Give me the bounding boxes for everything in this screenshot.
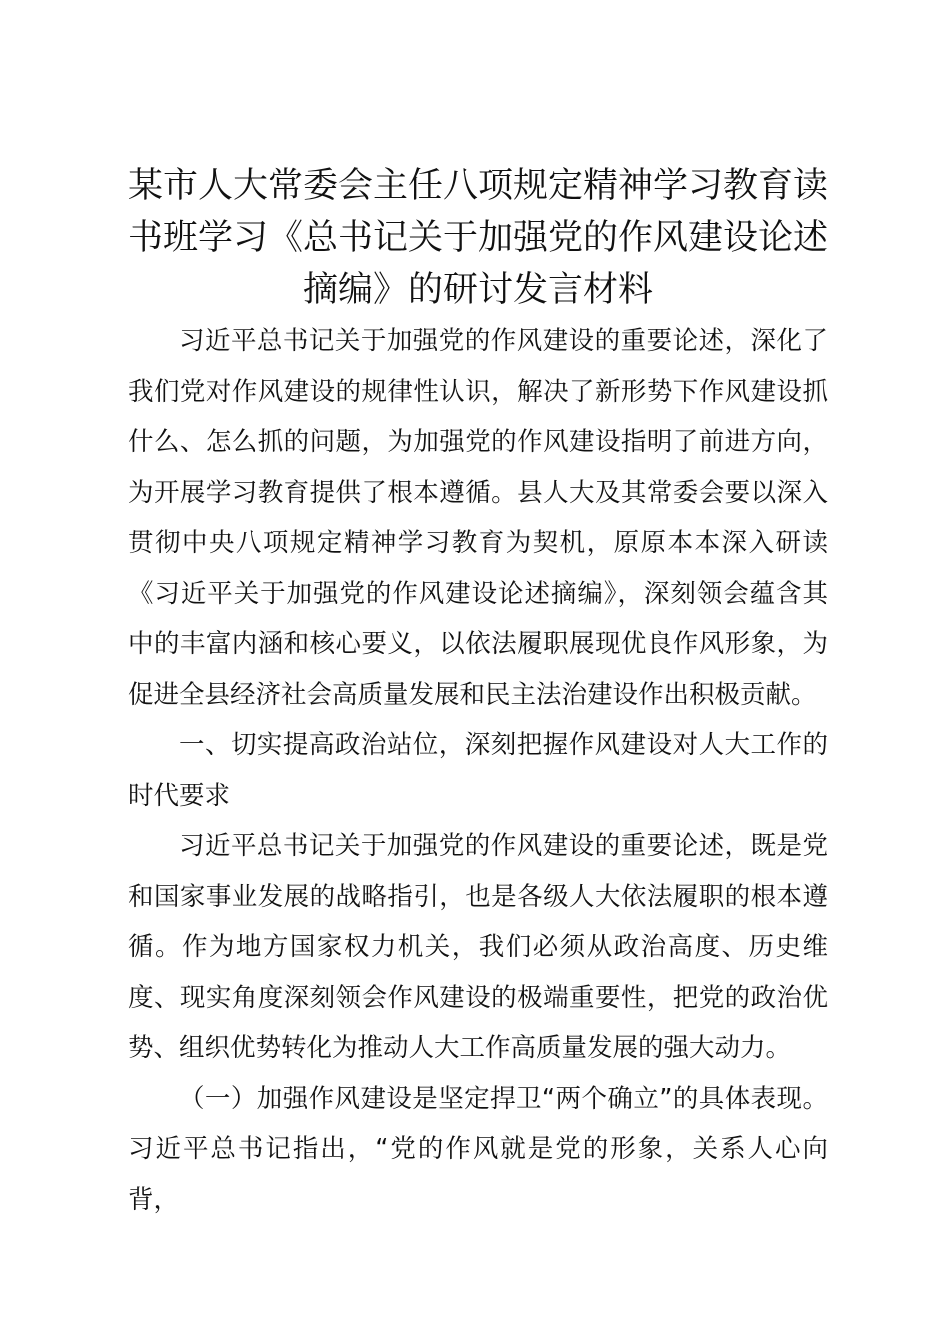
- title-line-3: 摘编》的研讨发言材料: [302, 270, 653, 310]
- intro-paragraph: 习近平总书记关于加强党的作风建设的重要论述，深化了我们党对作风建设的规律性认识，解决了新形势下作风建设抓什么、怎么抓的问题，为加强党的作风建设指明了前进方向，为开展学习教育提供了根本遵循。县人大及其常委会要以深入贯彻中央八项规定精神学习教育为契机，原原本本深入研读《习近平关于加强党的作风建设论述摘编》，深刻领会蕴含其中的丰富内涵和核心要义，以依法履职展现优良作风形象，为促进全县经济社会高质量发展和民主法治建设作出积极贡献。: [128, 326, 828, 710]
- section-1-paragraph: 习近平总书记关于加强党的作风建设的重要论述，既是党和国家事业发展的战略指引，也是各级人大依法履职的根本遵循。作为地方国家权力机关，我们必须从政治高度、历史维度、现实角度深刻领会作风建设的极端重要性，把党的政治优势、组织优势转化为推动人大工作高质量发展的强大动力。: [128, 831, 828, 1063]
- document-body: [128, 160, 828, 1225]
- subsection-1-paragraph: （一）加强作风建设是坚定捍卫“两个确立”的具体表现。习近平总书记指出，“党的作风就是党的形象，关系人心向背，: [128, 1083, 828, 1215]
- title-line-1: 某市人大常委会主任八项规定精神学习教育读: [128, 166, 829, 206]
- title-line-2: 书班学习《总书记关于加强党的作风建设论述: [128, 218, 829, 258]
- section-heading-1: 一、切实提高政治站位，深刻把握作风建设对人大工作的时代要求: [128, 730, 828, 811]
- document-title: [128, 160, 828, 316]
